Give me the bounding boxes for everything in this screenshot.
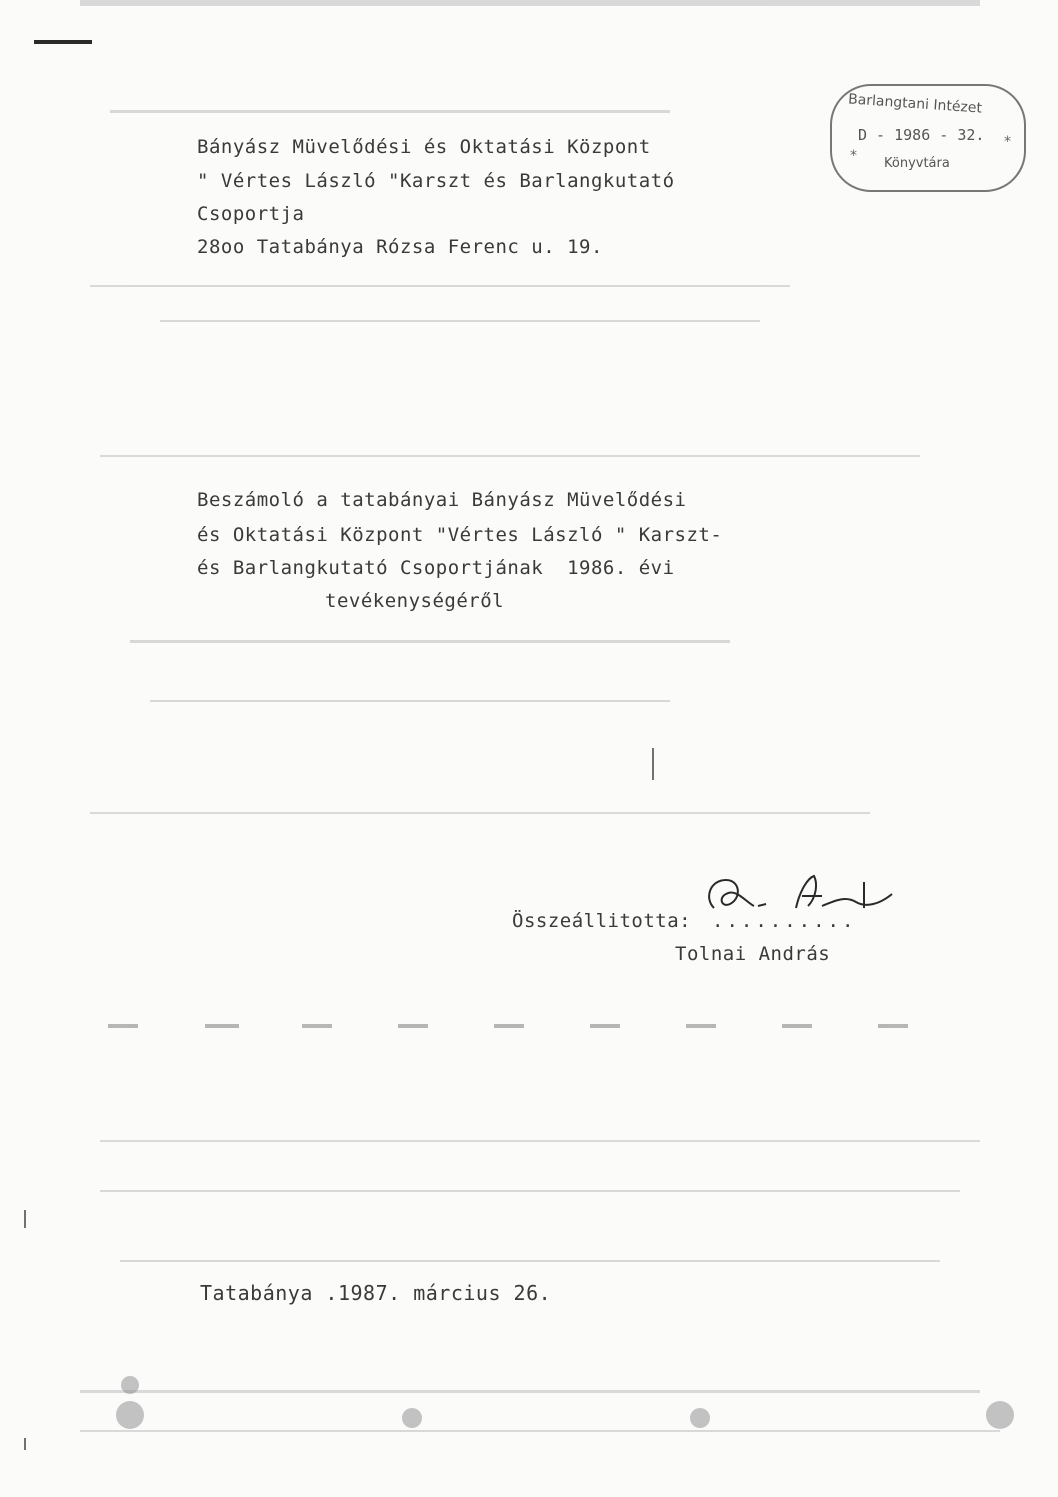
title-line-1: Beszámoló a tatabányai Bányász Müvelődési — [197, 489, 687, 511]
handwritten-signature — [696, 868, 916, 928]
header-line-4: 28oo Tatabánya Rózsa Ferenc u. 19. — [197, 236, 603, 258]
svg-text:*: * — [850, 148, 857, 164]
title-line-3: és Barlangkutató Csoportjának 1986. évi — [197, 557, 675, 579]
title-line-4: tevékenységéről — [325, 590, 505, 612]
title-line-2: és Oktatási Központ "Vértes László " Karszt- — [197, 524, 723, 546]
stamp-library: Könyvtára — [884, 156, 950, 171]
signature-dots: .......... — [712, 910, 857, 932]
stamp-institute: Barlangtani Intézet — [847, 91, 983, 117]
header-line-2: " Vértes László "Karszt és Barlangkutató — [197, 170, 675, 192]
library-stamp — [828, 82, 1028, 194]
corner-mark — [34, 40, 92, 44]
place-date: Tatabánya .1987. március 26. — [200, 1281, 552, 1305]
author-name: Tolnai András — [675, 943, 831, 965]
svg-text:*: * — [1004, 134, 1011, 150]
header-line-3: Csoportja — [197, 203, 305, 225]
header-line-1: Bányász Müvelődési és Oktatási Központ — [197, 136, 651, 158]
compiled-by-label: Összeállitotta: — [512, 910, 692, 932]
stamp-number: D - 1986 - 32. — [858, 126, 985, 144]
